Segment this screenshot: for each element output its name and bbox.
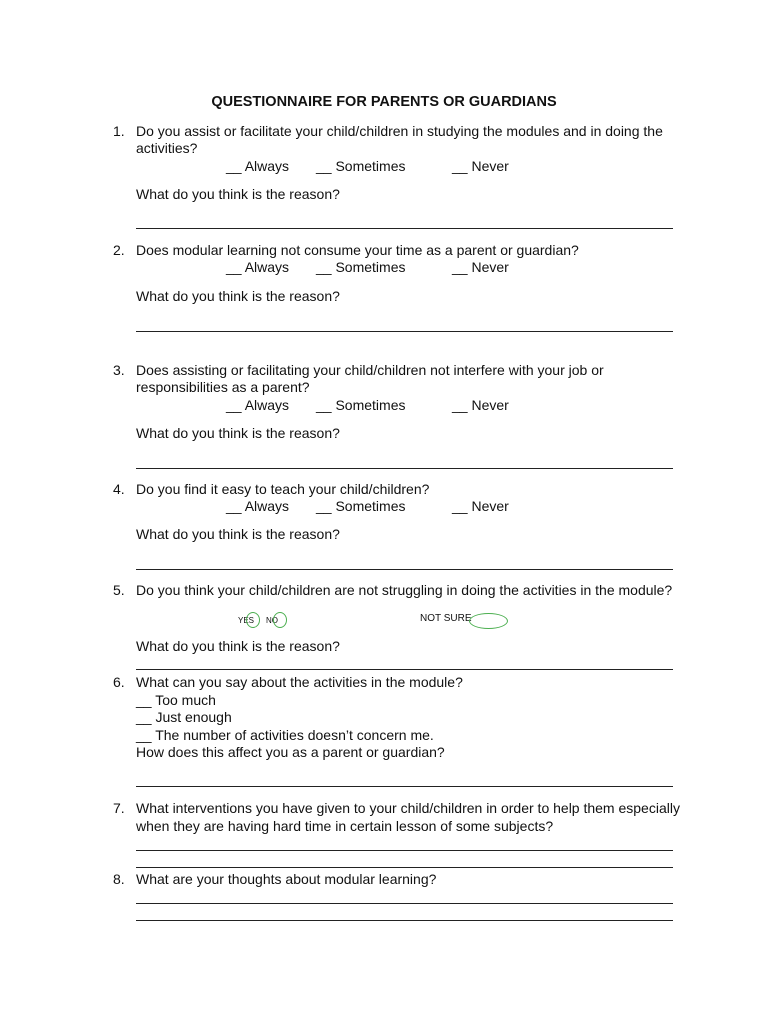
question-7-text-cont: when they are having hard time in certain lesson of some subjects? [136,818,554,834]
question-4-number: 4. [113,481,125,497]
q2-answer-line[interactable] [136,331,673,332]
question-2-number: 2. [113,242,125,258]
q5-no-label: NO [266,616,278,625]
q7-answer-line-2[interactable] [136,867,673,868]
q3-sometimes-option[interactable]: __ Sometimes [316,397,406,413]
q4-reason-prompt: What do you think is the reason? [136,526,340,542]
q2-never-option[interactable]: __ Never [452,259,509,275]
question-7-text: What interventions you have given to your child/children in order to help them especially [136,800,680,816]
question-4-text: Do you find it easy to teach your child/children? [136,481,430,497]
q6-answer-line[interactable] [136,786,673,787]
q3-never-option[interactable]: __ Never [452,397,509,413]
question-3-text-cont: responsibilities as a parent? [136,379,310,395]
q4-sometimes-option[interactable]: __ Sometimes [316,498,406,514]
question-8-number: 8. [113,871,125,887]
question-5-number: 5. [113,582,125,598]
q5-not-sure-oval[interactable] [469,613,508,629]
q3-answer-line[interactable] [136,468,673,469]
q5-no-circle[interactable] [273,612,287,628]
q6-option-just-enough[interactable]: __ Just enough [136,709,232,725]
question-6-text: What can you say about the activities in the module? [136,674,463,690]
page-title: QUESTIONNAIRE FOR PARENTS OR GUARDIANS [211,94,557,110]
q8-answer-line-1[interactable] [136,903,673,904]
q1-reason-prompt: What do you think is the reason? [136,186,340,202]
q5-answer-line[interactable] [136,669,673,670]
q6-option-no-concern[interactable]: __ The number of activities doesn’t concern me. [136,727,434,743]
question-3-text: Does assisting or facilitating your child/children not interfere with your job or [136,362,604,378]
q8-answer-line-2[interactable] [136,920,673,921]
q2-sometimes-option[interactable]: __ Sometimes [316,259,406,275]
q2-always-option[interactable]: __ Always [226,259,290,275]
q1-never-option[interactable]: __ Never [452,158,509,174]
question-3-number: 3. [113,362,125,378]
question-1-number: 1. [113,123,125,139]
q3-reason-prompt: What do you think is the reason? [136,425,340,441]
q2-reason-prompt: What do you think is the reason? [136,288,340,304]
q4-answer-line[interactable] [136,569,673,570]
question-2-text: Does modular learning not consume your time as a parent or guardian? [136,242,579,258]
q5-yes-circle[interactable] [246,612,260,628]
q1-sometimes-option[interactable]: __ Sometimes [316,158,406,174]
q6-option-too-much[interactable]: __ Too much [136,692,216,708]
q6-followup-prompt: How does this affect you as a parent or guardian? [136,744,445,760]
question-5-text: Do you think your child/children are not struggling in doing the activities in the module? [136,582,673,598]
q1-answer-line[interactable] [136,228,673,229]
q1-always-option[interactable]: __ Always [226,158,290,174]
question-1-text-cont: activities? [136,140,198,156]
question-1-text: Do you assist or facilitate your child/children in studying the modules and in doing the [136,123,663,139]
q4-never-option[interactable]: __ Never [452,498,509,514]
q5-yes-label: YES [238,616,255,625]
question-7-number: 7. [113,800,125,816]
q5-not-sure-label: NOT SURE [420,613,472,624]
q5-reason-prompt: What do you think is the reason? [136,638,340,654]
question-6-number: 6. [113,674,125,690]
q3-always-option[interactable]: __ Always [226,397,290,413]
question-8-text: What are your thoughts about modular learning? [136,871,437,887]
q4-always-option[interactable]: __ Always [226,498,290,514]
q7-answer-line-1[interactable] [136,850,673,851]
